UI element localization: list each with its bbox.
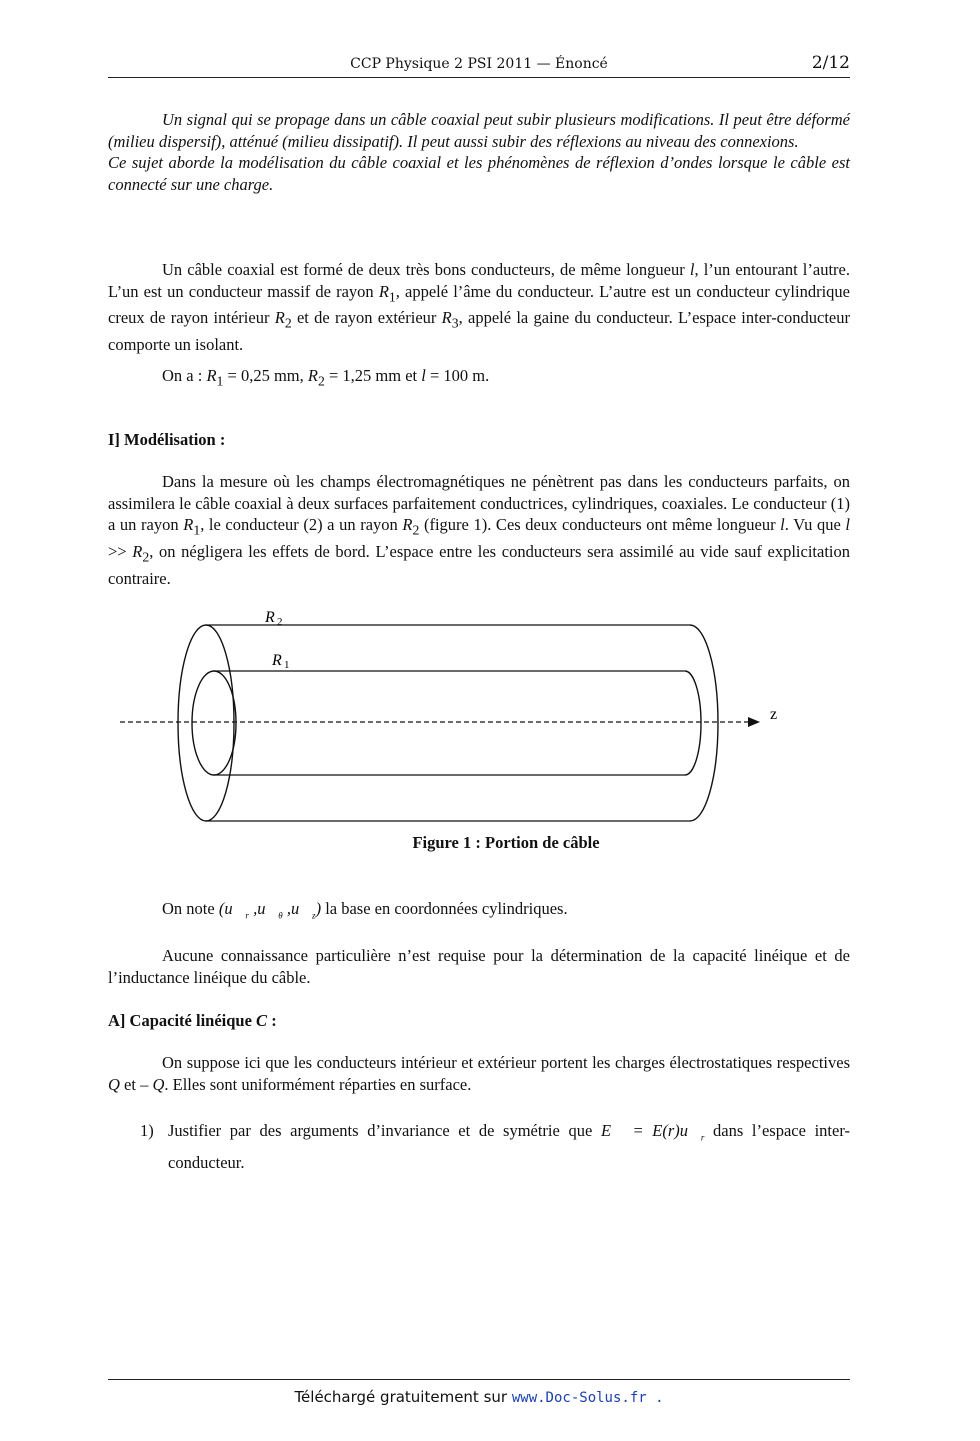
coaxial-cable-figure [0, 600, 980, 830]
label-z: z [770, 706, 778, 723]
charges-paragraph: On suppose ici que les conducteurs intérieur et extérieur portent les charges électrostatiques respectives Q et – Q. Elles sont uniformément réparties en surface. [108, 1053, 850, 1094]
text-run: la base en coordonnées cylindriques. [321, 899, 568, 918]
intro-paragraph-1: Un signal qui se propage dans un câble coaxial peut subir plusieurs modifications. Il peut être déformé (milieu dispersif), atténué (milieu dissipatif). Il peut aussi subir des réflexions au niveau des connexions. [108, 110, 850, 151]
text-run: On suppose ici que les conducteurs intérieur et extérieur portent les charges électrostatiques respectives [162, 1053, 850, 1072]
inner-left-ellipse [192, 671, 236, 775]
text-run: , l’un entourant l’autre. L’un est un conducteur massif de rayon [108, 260, 850, 301]
text-run: dans l’espace inter-conducteur. [168, 1121, 850, 1173]
question-1-text [168, 1118, 850, 1176]
section-title-modelisation: I] Modélisation : [108, 430, 226, 449]
label-R1: R [272, 652, 282, 669]
basis-line [162, 899, 568, 920]
var-R: R [378, 281, 389, 301]
text-run: Dans la mesure où les champs électromagnétiques ne pénètrent pas dans les conducteurs parfaits, on assimilera le câble coaxial à deux surfaces parfaitement conductrices, cylindriques, coaxiales. Le conducteur (1) a un rayon [108, 472, 850, 534]
outer-left-ellipse [178, 625, 234, 821]
question-1-number: 1) [140, 1121, 154, 1140]
text-run: = 100 m. [425, 366, 490, 385]
footer-suffix: . [646, 1390, 664, 1406]
footer-text: Téléchargé gratuitement sur [294, 1388, 512, 1406]
outer-right-arc [690, 625, 718, 821]
values-line: On a : $R_1 = 0,25$ mm, $R_2 = 1,25$ mm et l = 100 m. [162, 366, 490, 389]
text-run: , le conducteur (2) a un rayon [200, 515, 403, 534]
text-run: Justifier par des arguments d’invariance et de symétrie que [168, 1121, 601, 1140]
footer-link[interactable]: www.Doc-Solus.fr [511, 1390, 647, 1406]
intro-text [108, 109, 850, 195]
footer-rule [108, 1379, 850, 1380]
text-run: : [267, 1011, 277, 1030]
label-R1-sub: 1 [284, 659, 290, 671]
label-R2-sub: 2 [277, 616, 283, 628]
text-run: >> [108, 541, 133, 561]
field-expression: E⃗ = $E(r)u_r$ [600, 1121, 705, 1143]
text-run: Un câble coaxial est formé de deux très bons conducteurs, de même longueur [162, 260, 690, 279]
text-run: On a : [162, 366, 207, 385]
var-Q: Q [108, 1074, 120, 1094]
z-axis-arrow [748, 717, 760, 727]
header-rule [108, 77, 850, 78]
text-run: = 0,25 mm, [223, 366, 308, 385]
footer [108, 1388, 850, 1406]
text-run: . Elles sont uniformément réparties en surface. [164, 1074, 472, 1094]
text-run: , appelé l’âme du conducteur. L’autre est un conducteur cylindrique creux de rayon intérieur [108, 281, 850, 328]
section-title-capacite [108, 1011, 277, 1031]
modelisation-paragraph: Dans la mesure où les champs électromagnétiques ne pénètrent pas dans les conducteurs parfaits, on assimilera le câble coaxial à deux surfaces parfaitement conductrices, cylindriques, coaxiales. Le conducteur (1) a un rayon $R_1$, le conducteur (2) a un rayon $R_2$ (figure 1). Ces deux conducteurs ont même longueur l. Vu que $l >> R_2$, on négligera les effets de bord. L’espace entre les conducteurs sera assimilé au vide sauf explicitation contraire. [108, 472, 851, 588]
page-number: 2/12 [811, 53, 850, 73]
basis-vectors: ($u_r$ $,u_\theta$ $,u_z$) [218, 899, 322, 921]
text-run: , appelé la gaine du conducteur. L’espace inter-conducteur comporte un isolant. [108, 308, 850, 355]
text-run: et de rayon extérieur [291, 308, 442, 328]
var-C: C [256, 1011, 268, 1030]
text-run: A] Capacité linéique [108, 1011, 257, 1030]
text-run: = 1,25 mm et [324, 366, 422, 385]
page-header-title: CCP Physique 2 PSI 2011 — Énoncé [350, 56, 608, 72]
text-run: On note [162, 899, 219, 918]
text-run: . Vu que [784, 515, 846, 534]
text-run: , on négligera les effets de bord. L’espace entre les conducteurs sera assimilé au vide sauf explicitation contraire. [108, 541, 850, 588]
note-paragraph: Aucune connaissance particulière n’est requise pour la détermination de la capacité linéique et de l’inductance linéique du câble. [108, 946, 850, 987]
var-l: l [689, 260, 695, 279]
inner-right-arc [685, 671, 701, 775]
figure-caption: Figure 1 : Portion de câble [412, 833, 600, 852]
label-R2: R [265, 609, 275, 626]
cable-description: Un câble coaxial est formé de deux très bons conducteurs, de même longueur l, l’un entourant l’autre. L’un est un conducteur massif de rayon $R_1$, appelé l’âme du conducteur. L’autre est un conducteur cylindrique creux de rayon intérieur $R_2$ et de rayon extérieur $R_3$, appelé la gaine du conducteur. L’espace inter-conducteur comporte un isolant. [108, 260, 850, 355]
text-run: (figure 1). Ces deux conducteurs ont même longueur [419, 515, 781, 534]
text-run: et – [119, 1074, 153, 1094]
intro-paragraph-2: Ce sujet aborde la modélisation du câble coaxial et les phénomènes de réflexion d’ondes lorsque le câble est connecté sur une charge. [108, 153, 850, 194]
